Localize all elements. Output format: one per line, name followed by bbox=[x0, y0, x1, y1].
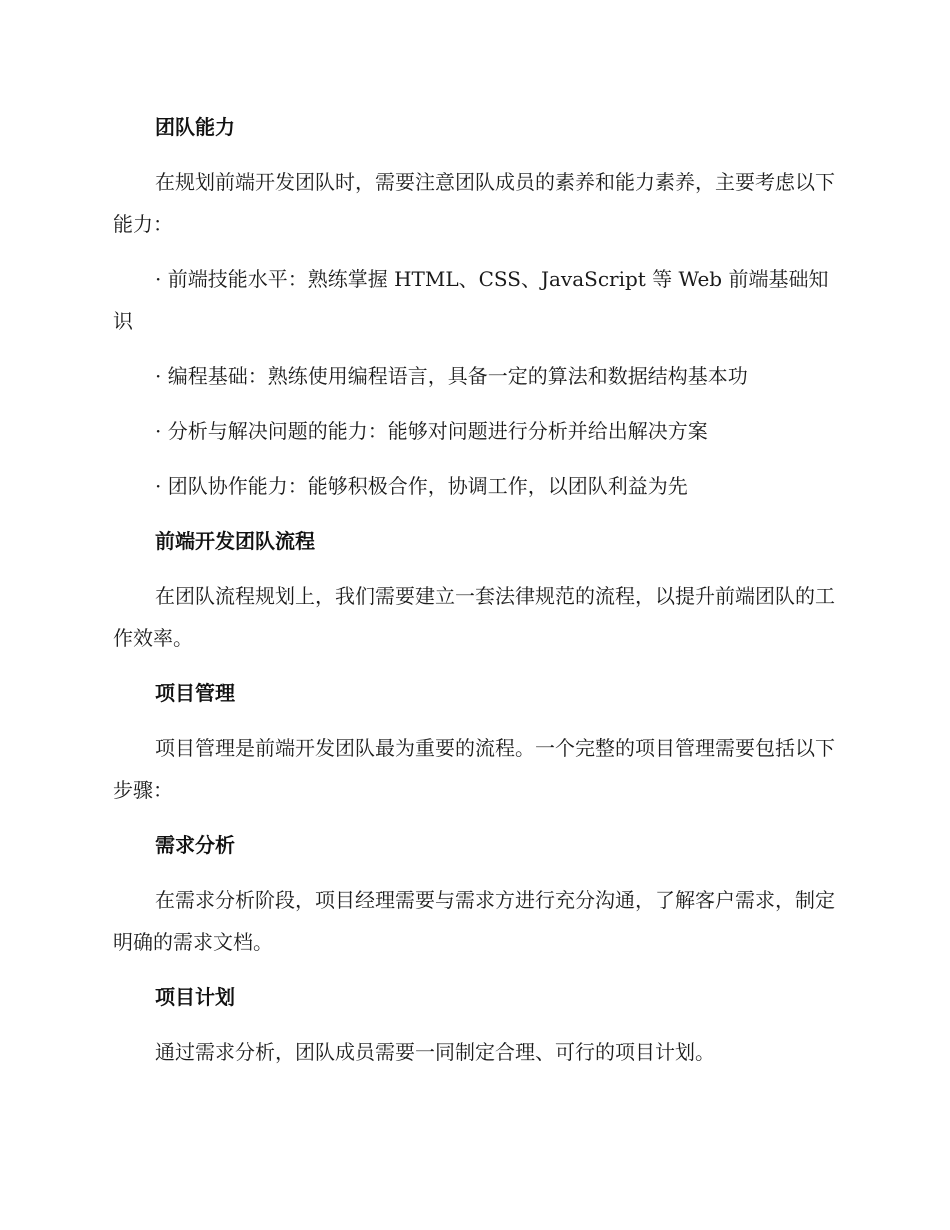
heading-process: 前端开发团队流程 bbox=[155, 529, 315, 553]
paragraph-planning: 通过需求分析，团队成员需要一同制定合理、可行的项目计划。 bbox=[155, 1040, 715, 1064]
bullet-teamwork: · 团队协作能力：能够积极合作，协调工作，以团队利益为先 bbox=[155, 474, 688, 498]
heading-requirements: 需求分析 bbox=[155, 833, 235, 857]
paragraph-project-management: 项目管理是前端开发团队最为重要的流程。一个完整的项目管理需要包括以下步骤： bbox=[113, 736, 835, 802]
heading-planning: 项目计划 bbox=[155, 985, 235, 1009]
bullet-programming-basics: · 编程基础：熟练使用编程语言，具备一定的算法和数据结构基本功 bbox=[155, 364, 748, 388]
heading-project-management: 项目管理 bbox=[155, 681, 235, 705]
paragraph-requirements: 在需求分析阶段，项目经理需要与需求方进行充分沟通，了解客户需求，制定明确的需求文档。 bbox=[113, 888, 835, 954]
paragraph-team-ability-intro: 在规划前端开发团队时，需要注意团队成员的素养和能力素养，主要考虑以下能力： bbox=[113, 170, 835, 236]
document-body bbox=[113, 106, 835, 1073]
heading-team-ability: 团队能力 bbox=[155, 115, 235, 139]
bullet-frontend-skills: · 前端技能水平：熟练掌握 HTML、CSS、JavaScript 等 Web 前端基础知识 bbox=[113, 267, 829, 333]
bullet-problem-solving: · 分析与解决问题的能力：能够对问题进行分析并给出解决方案 bbox=[155, 419, 708, 443]
paragraph-process: 在团队流程规划上，我们需要建立一套法律规范的流程，以提升前端团队的工作效率。 bbox=[113, 584, 835, 650]
